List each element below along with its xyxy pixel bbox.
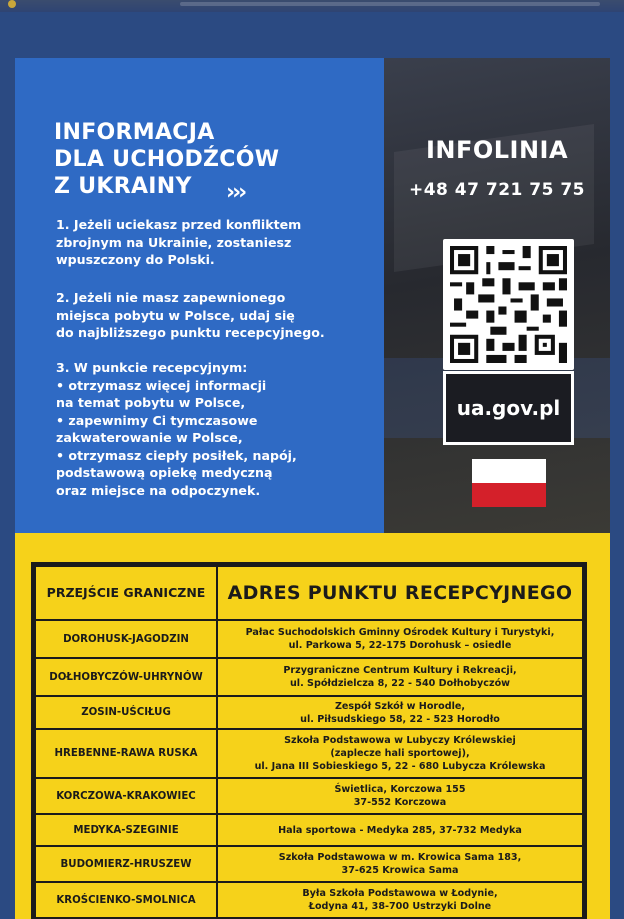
crossing-cell: BUDOMIERZ-HRUSZEW bbox=[35, 846, 217, 882]
website-link[interactable]: ua.gov.pl bbox=[443, 371, 574, 445]
address-cell bbox=[217, 658, 583, 696]
address-line: Przygraniczne Centrum Kultury i Rekreacji, bbox=[283, 665, 517, 676]
story-progress-bar bbox=[180, 2, 600, 6]
address-cell bbox=[217, 729, 583, 778]
poster-title bbox=[54, 119, 374, 200]
table-row bbox=[35, 696, 583, 729]
paragraph-line: 1. Jeżeli uciekasz przed konfliktem bbox=[56, 217, 302, 232]
address-cell bbox=[217, 696, 583, 729]
qr-code-icon[interactable] bbox=[443, 239, 574, 370]
address-line: Hala sportowa - Medyka 285, 37-732 Medyka bbox=[278, 824, 522, 836]
address-line: ul. Jana III Sobieskiego 5, 22 - 680 Lubycza Królewska bbox=[254, 761, 546, 772]
paragraph-line: podstawową opiekę medyczną bbox=[56, 465, 273, 480]
title-line: INFORMACJA bbox=[54, 120, 215, 145]
table-row bbox=[35, 882, 583, 918]
status-bar bbox=[0, 0, 624, 12]
table-row bbox=[35, 778, 583, 814]
crossing-cell: ZOSIN-UŚCIŁUG bbox=[35, 696, 217, 729]
address-line: Pałac Suchodolskich Gminny Ośrodek Kultury i Turystyki, bbox=[245, 627, 555, 638]
paragraph-line: 3. W punkcie recepcyjnym: bbox=[56, 360, 248, 375]
flag-red-stripe bbox=[472, 483, 546, 507]
chevrons-icon: ››› bbox=[226, 180, 245, 205]
crossing-cell: DOROHUSK-JAGODZIN bbox=[35, 620, 217, 658]
qr-code-graphic bbox=[450, 246, 567, 363]
address-cell bbox=[217, 778, 583, 814]
table-row bbox=[35, 658, 583, 696]
paragraph-line: 2. Jeżeli nie masz zapewnionego bbox=[56, 290, 286, 305]
table-row bbox=[35, 620, 583, 658]
title-line: DLA UCHODŹCÓW bbox=[54, 147, 280, 172]
crossing-cell: MEDYKA-SZEGINIE bbox=[35, 814, 217, 846]
crossing-cell: KROŚCIENKO-SMOLNICA bbox=[35, 882, 217, 918]
paragraph-3 bbox=[56, 359, 376, 499]
address-line: Zespół Szkół w Horodle, bbox=[334, 700, 466, 712]
paragraph-line: miejsca pobytu w Polsce, udaj się bbox=[56, 307, 295, 323]
polish-flag-icon bbox=[472, 459, 546, 507]
address-cell bbox=[217, 814, 583, 846]
address-line: 37-625 Krowica Sama bbox=[341, 865, 459, 876]
paragraph-line: wpuszczony do Polski. bbox=[56, 252, 215, 267]
phone-number[interactable]: +48 47 721 75 75 bbox=[408, 180, 586, 200]
address-line: Łodyna 41, 38-700 Ustrzyki Dolne bbox=[308, 901, 492, 912]
address-line: ul. Spółdzielcza 8, 22 - 540 Dołhobyczów bbox=[289, 678, 511, 689]
paragraph-line: • otrzymasz więcej informacji bbox=[56, 377, 267, 393]
address-cell bbox=[217, 620, 583, 658]
reception-points-table bbox=[31, 562, 587, 919]
table-row bbox=[35, 814, 583, 846]
address-line: ul. Parkowa 5, 22-175 Dorohusk – osiedle bbox=[288, 640, 512, 651]
address-line: ul. Piłsudskiego 58, 22 - 523 Horodło bbox=[300, 713, 500, 725]
address-line: Szkoła Podstawowa w Lubyczy Królewskiej bbox=[284, 735, 516, 746]
paragraph-line: • otrzymasz ciepły posiłek, napój, bbox=[56, 447, 297, 463]
refugee-info-poster bbox=[15, 58, 610, 919]
column-header-address: ADRES PUNKTU RECEPCYJNEGO bbox=[217, 566, 583, 620]
address-line: 37-552 Korczowa bbox=[353, 797, 447, 808]
paragraph-line: oraz miejsce na odpoczynek. bbox=[56, 482, 261, 498]
paragraph-line: zbrojnym na Ukrainie, zostaniesz bbox=[56, 234, 292, 250]
crossing-cell: DOŁHOBYCZÓW-UHRYNÓW bbox=[35, 658, 217, 696]
infolinia-label: INFOLINIA bbox=[425, 136, 569, 164]
table-row bbox=[35, 846, 583, 882]
address-line: Była Szkoła Podstawowa w Łodynie, bbox=[302, 888, 498, 899]
address-cell bbox=[217, 882, 583, 918]
address-line: Szkoła Podstawowa w m. Krowica Sama 183, bbox=[278, 852, 522, 863]
table-row bbox=[35, 729, 583, 778]
paragraph-line: do najbliższego punktu recepcyjnego. bbox=[56, 325, 325, 340]
column-header-crossing: PRZEJŚCIE GRANICZNE bbox=[35, 566, 217, 620]
flag-white-stripe bbox=[472, 459, 546, 483]
table-header-row bbox=[35, 566, 583, 620]
title-line: Z UKRAINY bbox=[54, 174, 192, 199]
address-line: Świetlica, Korczowa 155 bbox=[334, 784, 466, 795]
crossing-cell: HREBENNE-RAWA RUSKA bbox=[35, 729, 217, 778]
paragraph-line: • zapewnimy Ci tymczasowe bbox=[56, 412, 258, 428]
profile-dot bbox=[8, 0, 16, 8]
address-cell bbox=[217, 846, 583, 882]
paragraph-1 bbox=[56, 216, 376, 269]
paragraph-line: na temat pobytu w Polsce, bbox=[56, 395, 246, 410]
crossing-cell: KORCZOWA-KRAKOWIEC bbox=[35, 778, 217, 814]
address-line: (zaplecze hali sportowej), bbox=[330, 748, 470, 759]
paragraph-2 bbox=[56, 289, 376, 342]
paragraph-line: zakwaterowanie w Polsce, bbox=[56, 430, 243, 445]
